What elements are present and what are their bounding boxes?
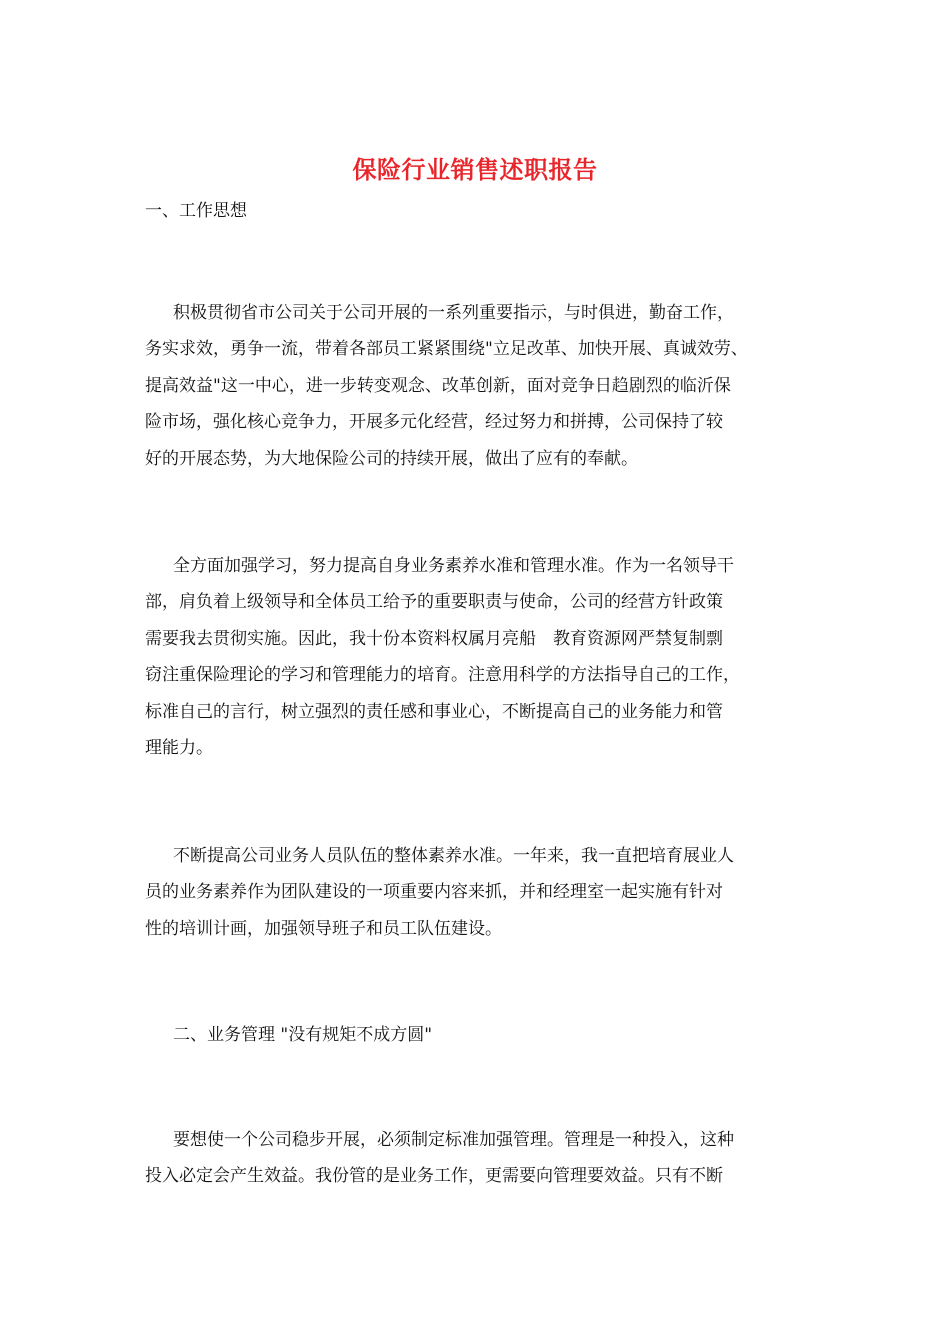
paragraph-3 [145,838,815,947]
paragraph-1 [145,295,815,477]
paragraph-line: 标准自己的言行，树立强烈的责任感和事业心，不断提高自己的业务能力和管 [145,701,723,722]
paragraph-line: 险市场，强化核心竞争力，开展多元化经营，经过努力和拼搏，公司保持了较 [145,412,723,433]
paragraph-line: 积极贯彻省市公司关于公司开展的一系列重要指示，与时俱进，勤奋工作， [173,303,734,323]
paragraph-2 [145,548,815,766]
document-title: 保险行业销售述职报告 [352,155,598,184]
paragraph-line: 部，肩负着上级领导和全体员工给予的重要职责与使命，公司的经营方针政策 [145,592,723,613]
paragraph-line: 需要我去贯彻实施。因此，我十份本资料权属月亮船 教育资源网严禁复制剽 [145,628,723,649]
paragraph-line: 不断提高公司业务人员队伍的整体素养水准。一年来，我一直把培育展业人 [173,846,734,866]
paragraph-line: 提高效益"这一中心，进一步转变观念、改革创新，面对竞争日趋剧烈的临沂保 [145,375,731,396]
paragraph-line: 投入必定会产生效益。我份管的是业务工作，更需要向管理要效益。只有不断 [145,1166,723,1187]
paragraph-line: 好的开展态势，为大地保险公司的持续开展，做出了应有的奉献。 [145,448,638,469]
paragraph-4 [145,1122,815,1195]
paragraph-line: 全方面加强学习，努力提高自身业务素养水准和管理水准。作为一名领导干 [173,556,734,576]
section-heading-business-management: 二、业务管理 "没有规矩不成方圆" [173,1025,433,1045]
paragraph-line: 理能力。 [145,737,213,758]
paragraph-line: 员的业务素养作为团队建设的一项重要内容来抓，并和经理室一起实施有针对 [145,882,723,903]
paragraph-line: 性的培训计画，加强领导班子和员工队伍建设。 [145,918,502,939]
paragraph-line: 要想使一个公司稳步开展，必须制定标准加强管理。管理是一种投入，这种 [173,1130,734,1150]
paragraph-line: 务实求效，勇争一流，带着各部员工紧紧围绕"立足改革、加快开展、真诚效劳、 [145,339,748,360]
paragraph-line: 窃注重保险理论的学习和管理能力的培育。注意用科学的方法指导自己的工作， [145,665,740,686]
section-heading-work-thought: 一、工作思想 [145,201,247,221]
